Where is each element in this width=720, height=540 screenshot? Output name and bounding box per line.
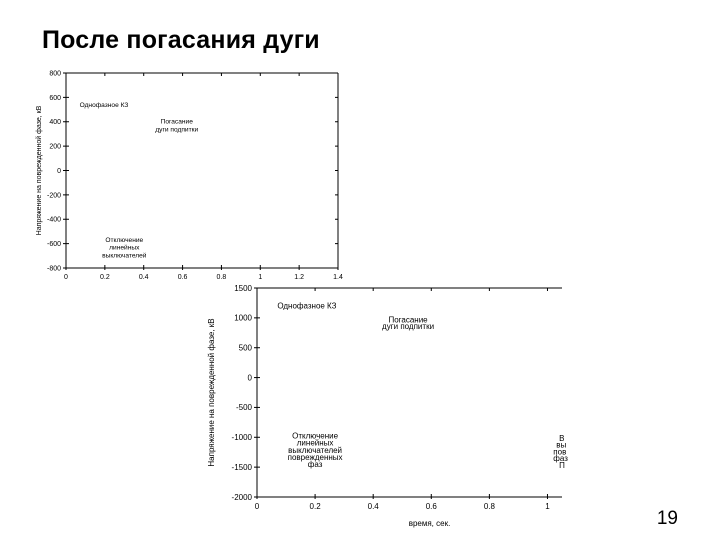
page-number: 19	[656, 508, 678, 529]
x-tick-label: 1.4	[333, 274, 343, 281]
x-tick-label: 0.2	[99, 274, 110, 281]
y-tick-label: -600	[46, 241, 61, 249]
x-tick-label: 0.2	[309, 502, 321, 511]
y-tick-label: -500	[235, 403, 252, 413]
chart-top-svg	[30, 62, 348, 284]
chart-annotation: дуги подпитки	[382, 322, 435, 332]
slide-title: После погасания дуги	[42, 26, 320, 54]
y-tick-label: 400	[49, 119, 61, 127]
chart-annotation: Отключение	[292, 431, 339, 441]
y-tick-label: 500	[238, 343, 252, 353]
chart-annotation: линейных	[296, 438, 334, 448]
y-tick-label: 0	[247, 373, 252, 383]
x-tick-label: 0.4	[138, 274, 149, 281]
y-tick-label: 600	[49, 94, 61, 102]
y-tick-label: 1000	[234, 313, 252, 323]
y-axis-label: Напряжение на поврежденной фазе, кВ	[36, 105, 43, 236]
chart-annotation: В	[559, 433, 565, 443]
chart-bottom	[200, 280, 568, 530]
chart-annotation: Погасание	[388, 315, 428, 325]
chart-annotation: фаз	[307, 460, 323, 470]
chart-annotation: фаз	[553, 454, 568, 464]
chart-annotation: вы	[556, 440, 567, 450]
chart-annotation: Отключение	[105, 236, 144, 244]
y-tick-label: 1500	[234, 283, 252, 293]
x-tick-label: 1.2	[294, 274, 305, 281]
chart-annotation: П	[559, 461, 565, 471]
x-axis-label: время, сек.	[408, 519, 451, 528]
chart-annotation: Погасание	[160, 118, 193, 126]
x-tick-label: 0	[64, 274, 68, 281]
x-tick-label: 1	[545, 502, 550, 511]
y-tick-label: -1000	[231, 433, 252, 443]
y-tick-label: 200	[49, 143, 61, 151]
chart-annotation: выключателей	[288, 445, 343, 455]
chart-annotation: выключателей	[102, 252, 147, 260]
chart-annotation: Однофазное КЗ	[277, 301, 337, 311]
x-tick-label: 0	[254, 502, 260, 511]
x-tick-label: 0.6	[177, 274, 188, 281]
y-tick-label: -800	[46, 265, 61, 273]
x-tick-label: 0.4	[367, 502, 379, 511]
chart-annotation: Однофазное КЗ	[79, 102, 129, 110]
x-tick-label: 0.6	[425, 502, 437, 511]
y-tick-label: -2000	[231, 492, 252, 502]
chart-annotation: дуги подпитки	[155, 126, 199, 134]
x-tick-label: 1	[258, 274, 263, 281]
y-tick-label: -200	[46, 192, 61, 200]
x-tick-label: 0.8	[483, 502, 495, 511]
chart-annotation: пов	[553, 447, 567, 457]
chart-annotation: линейных	[109, 244, 140, 252]
x-tick-label: 0.8	[216, 274, 227, 281]
chart-bottom-svg	[200, 280, 568, 530]
y-tick-label: 800	[49, 70, 61, 78]
y-tick-label: 0	[57, 167, 61, 175]
y-tick-label: -1500	[231, 462, 252, 472]
y-axis-label: Напряжение на поврежденной фазе, кВ	[207, 318, 216, 467]
chart-top	[30, 62, 348, 284]
chart-annotation: поврежденных	[287, 452, 343, 462]
y-tick-label: -400	[46, 216, 61, 224]
